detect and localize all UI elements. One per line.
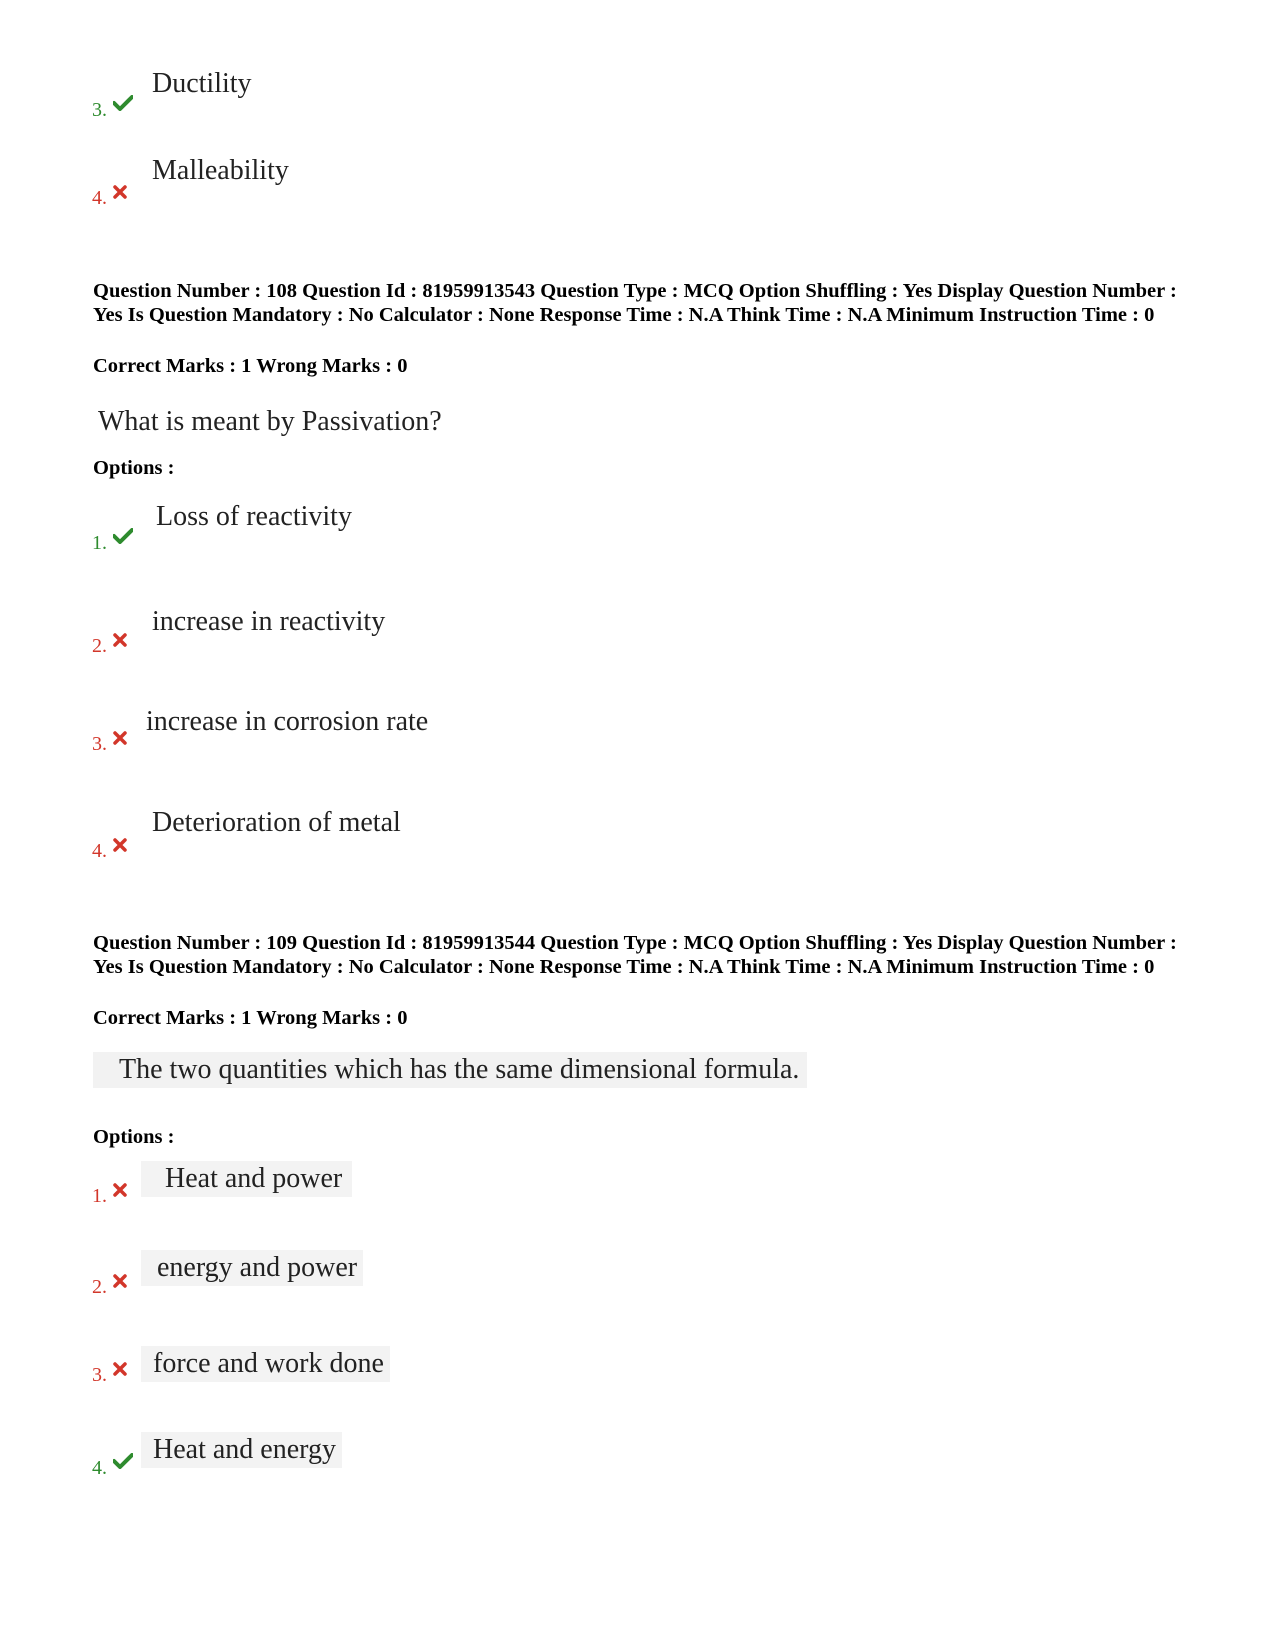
cross-icon — [113, 631, 127, 651]
option-number: 2. — [92, 636, 127, 657]
option-text: Heat and energy — [141, 1432, 342, 1468]
cross-icon — [113, 1181, 127, 1201]
question-text: The two quantities which has the same dimensional formula. — [93, 1052, 807, 1088]
cross-icon — [113, 836, 127, 856]
option-text: Ductility — [152, 68, 252, 99]
question-meta: Question Number : 108 Question Id : 81959913543 Question Type : MCQ Option Shuffling : Yes Display Question Number : Yes Is Question Mandatory : No Calculator : None Response Time : N.A Think Time : N.A Minimum Instruction Time : 0 — [93, 280, 1177, 326]
option-text: increase in reactivity — [152, 606, 386, 637]
option-text: Malleability — [152, 155, 289, 186]
option-number: 1. — [92, 1186, 127, 1207]
option-number: 2. — [92, 1277, 127, 1298]
cross-icon — [113, 1272, 127, 1292]
check-icon — [113, 95, 133, 115]
option-text: increase in corrosion rate — [146, 706, 429, 737]
option-number: 1. — [92, 533, 133, 554]
option-text: force and work done — [141, 1346, 390, 1382]
options-label: Options : — [93, 457, 175, 479]
cross-icon — [113, 1360, 127, 1380]
check-icon — [113, 1453, 133, 1473]
question-meta: Question Number : 109 Question Id : 81959913544 Question Type : MCQ Option Shuffling : Yes Display Question Number : Yes Is Question Mandatory : No Calculator : None Response Time : N.A Think Time : N.A Minimum Instruction Time : 0 — [93, 932, 1177, 978]
option-number: 4. — [92, 188, 127, 209]
question-marks: Correct Marks : 1 Wrong Marks : 0 — [93, 1007, 408, 1029]
option-number: 3. — [92, 734, 127, 755]
option-number: 4. — [92, 841, 127, 862]
question-marks: Correct Marks : 1 Wrong Marks : 0 — [93, 355, 408, 377]
question-text: What is meant by Passivation? — [98, 406, 442, 437]
options-label: Options : — [93, 1126, 175, 1148]
cross-icon — [113, 729, 127, 749]
check-icon — [113, 528, 133, 548]
option-text: energy and power — [141, 1250, 363, 1286]
option-number: 3. — [92, 1365, 127, 1386]
option-number: 4. — [92, 1458, 133, 1479]
option-text: Loss of reactivity — [156, 501, 352, 532]
cross-icon — [113, 183, 127, 203]
option-text: Deterioration of metal — [152, 807, 401, 838]
option-text: Heat and power — [141, 1161, 352, 1197]
option-number: 3. — [92, 100, 133, 121]
